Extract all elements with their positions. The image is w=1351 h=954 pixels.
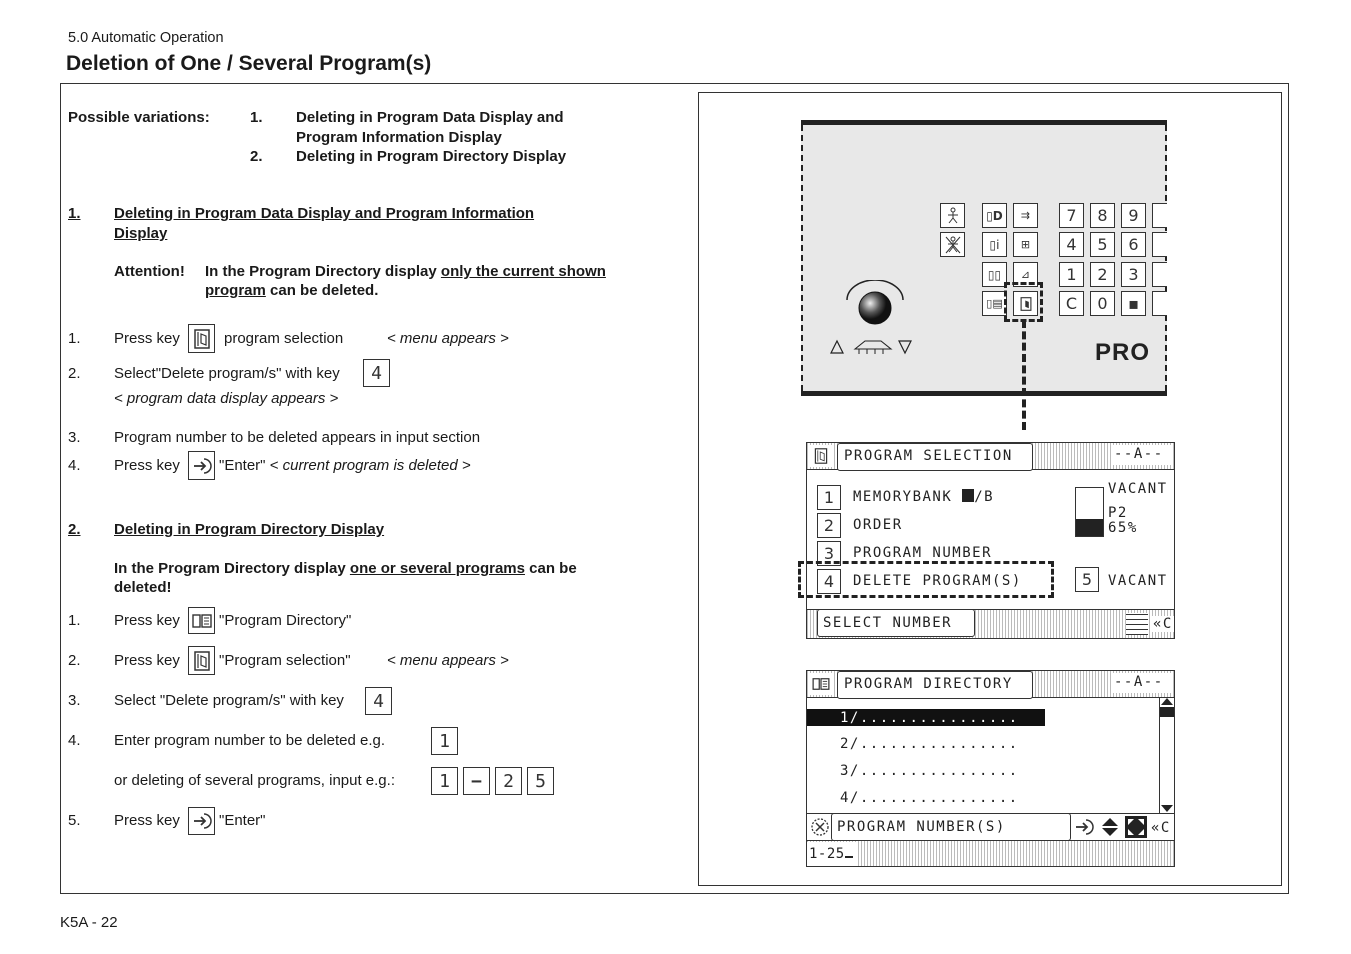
keypad-partial-key[interactable] bbox=[1152, 262, 1167, 287]
delete-highlight-box bbox=[798, 561, 1054, 598]
attention-label: Attention! bbox=[114, 263, 185, 280]
memory-p2-label: P2 bbox=[1108, 505, 1128, 521]
p2-step-2-note: < menu appears > bbox=[387, 652, 509, 669]
key-1: 1 bbox=[431, 727, 458, 755]
p2-step-4b-text: or deleting of several programs, input e.g.: bbox=[114, 772, 395, 789]
p2-step-5-num: 5. bbox=[68, 812, 81, 829]
program-selection-icon bbox=[809, 445, 833, 467]
program-directory-icon bbox=[809, 673, 833, 695]
keypad-7[interactable]: 7 bbox=[1059, 203, 1084, 228]
memory-percent: 65% bbox=[1108, 520, 1138, 536]
part2-heading: Deleting in Program Directory Display bbox=[114, 521, 385, 538]
program-directory-key-icon bbox=[188, 607, 215, 634]
intro-item-1-line1: Deleting in Program Data Display and bbox=[296, 109, 564, 126]
attention-line1: In the Program Directory display only the current shown bbox=[205, 263, 606, 280]
intro-num-1: 1. bbox=[250, 109, 263, 126]
menu-item-program-number[interactable]: PROGRAM NUMBER bbox=[853, 545, 993, 561]
p1-step-2-text: Select"Delete program/s" with key bbox=[114, 365, 340, 382]
p2-step-5-post: "Enter" bbox=[219, 812, 266, 829]
part1-heading-line2: Display bbox=[114, 225, 168, 242]
key-5: 5 bbox=[527, 767, 554, 795]
memory-usage-bar bbox=[1075, 487, 1104, 537]
knob-icon bbox=[843, 280, 907, 331]
key-2: 2 bbox=[495, 767, 522, 795]
program-selection-key-icon bbox=[188, 646, 215, 675]
menu-item-delete-programs[interactable]: DELETE PROGRAM(S) bbox=[853, 573, 1022, 589]
directory-key-icon[interactable]: ▯▤ bbox=[982, 291, 1007, 316]
page-title: Deletion of One / Several Program(s) bbox=[66, 52, 432, 75]
menu-item-memorybank[interactable]: MEMORYBANK /B bbox=[853, 489, 995, 505]
expand-icon[interactable] bbox=[1125, 816, 1147, 838]
intro-item-2: Deleting in Program Directory Display bbox=[296, 148, 567, 165]
p2-step-4-text: Enter program number to be deleted e.g. bbox=[114, 732, 385, 749]
p2-step-4-num: 4. bbox=[68, 732, 81, 749]
p1-step-1-post: program selection bbox=[224, 330, 344, 347]
delete-icon bbox=[810, 817, 830, 842]
p2-step-1-text: Press key bbox=[114, 612, 180, 629]
feed-override-icons bbox=[829, 337, 917, 362]
graph-key-icon[interactable]: ⊿ bbox=[1013, 262, 1038, 287]
menu-key-1[interactable]: 1 bbox=[817, 485, 841, 510]
program-data-key-icon[interactable]: ▯D bbox=[982, 203, 1007, 228]
p1-step-3-num: 3. bbox=[68, 429, 81, 446]
enter-key-icon bbox=[188, 451, 215, 480]
keypad-0[interactable]: 0 bbox=[1090, 291, 1115, 316]
p2-step-2-text: Press key bbox=[114, 652, 180, 669]
p1-step-2-note: < program data display appears > bbox=[114, 390, 339, 407]
control-panel bbox=[801, 120, 1167, 396]
part2-intro-line1: In the Program Directory display one or several programs can be bbox=[114, 560, 577, 577]
intro-item-1-line2: Program Information Display bbox=[296, 129, 502, 146]
intro-label: Possible variations: bbox=[68, 109, 210, 126]
program-selection-key-icon bbox=[188, 324, 215, 353]
p1-step-4-num: 4. bbox=[68, 457, 81, 474]
enter-icon[interactable] bbox=[1073, 817, 1095, 842]
keypad-partial-key[interactable] bbox=[1152, 291, 1167, 316]
program-number-input[interactable]: 1-25 bbox=[809, 846, 853, 862]
directory-row[interactable]: 3/................ bbox=[840, 763, 1019, 779]
p1-step-3-text: Program number to be deleted appears in input section bbox=[114, 429, 481, 446]
directory-row[interactable]: 1/................ bbox=[840, 710, 1019, 726]
keypad-9[interactable]: 9 bbox=[1121, 203, 1146, 228]
keypad-partial-key[interactable] bbox=[1152, 232, 1167, 257]
p2-step-5-text: Press key bbox=[114, 812, 180, 829]
p2-step-1-post: "Program Directory" bbox=[219, 612, 352, 629]
part1-heading-line1: Deleting in Program Data Display and Program Information bbox=[114, 205, 535, 222]
p2-step-3-num: 3. bbox=[68, 692, 81, 709]
directory-row[interactable]: 4/................ bbox=[840, 790, 1019, 806]
screen2-mode: --A-- bbox=[1114, 674, 1164, 690]
keypad-clear[interactable]: C bbox=[1059, 291, 1084, 316]
directory-row[interactable]: 2/................ bbox=[840, 736, 1019, 752]
menu-key-4[interactable]: 4 bbox=[817, 569, 841, 594]
part2-num: 2. bbox=[68, 521, 81, 538]
keypad-4[interactable]: 4 bbox=[1059, 232, 1084, 257]
keypad-partial-key[interactable] bbox=[1152, 203, 1167, 228]
p2-step-1-num: 1. bbox=[68, 612, 81, 629]
menu-item-order[interactable]: ORDER bbox=[853, 517, 903, 533]
screen2-title: PROGRAM DIRECTORY bbox=[844, 676, 1013, 692]
screen2-status: PROGRAM NUMBER(S) bbox=[837, 819, 1006, 835]
keypad-8[interactable]: 8 bbox=[1090, 203, 1115, 228]
back-button[interactable]: «C bbox=[1151, 820, 1171, 836]
p2-step-2-post: "Program selection" bbox=[219, 652, 351, 669]
manual-mode-key-icon[interactable] bbox=[940, 203, 965, 228]
menu-key-3[interactable]: 3 bbox=[817, 541, 841, 566]
section-label: 5.0 Automatic Operation bbox=[68, 30, 224, 46]
network-key-icon[interactable]: ⊞ bbox=[1013, 232, 1038, 257]
p1-step-4-post: "Enter" < current program is deleted > bbox=[219, 457, 471, 474]
keypad-dot[interactable]: ▪ bbox=[1121, 291, 1146, 316]
back-button[interactable]: «C bbox=[1153, 616, 1173, 632]
automatic-mode-key-icon[interactable] bbox=[940, 232, 965, 257]
enter-key-icon bbox=[188, 807, 215, 835]
intro-num-2: 2. bbox=[250, 148, 263, 165]
keypad-6[interactable]: 6 bbox=[1121, 232, 1146, 257]
book-key-icon[interactable]: ▯▯ bbox=[982, 262, 1007, 287]
program-selection-screen bbox=[806, 442, 1175, 639]
up-down-icon[interactable] bbox=[1099, 816, 1121, 843]
screen1-mode: --A-- bbox=[1114, 446, 1164, 462]
menu-key-2[interactable]: 2 bbox=[817, 513, 841, 538]
p2-step-2-num: 2. bbox=[68, 652, 81, 669]
key-minus: − bbox=[463, 767, 490, 795]
keypad-1[interactable]: 1 bbox=[1059, 262, 1084, 287]
part2-intro-line2: deleted! bbox=[114, 579, 172, 596]
keypad-2[interactable]: 2 bbox=[1090, 262, 1115, 287]
memory-vacant-label: VACANT bbox=[1108, 481, 1168, 497]
grid-icon bbox=[1126, 613, 1148, 635]
key-4: 4 bbox=[365, 687, 392, 715]
page-number: K5A - 22 bbox=[60, 914, 118, 931]
keypad-5[interactable]: 5 bbox=[1090, 232, 1115, 257]
highlight-box bbox=[1004, 282, 1043, 322]
p1-step-2-num: 2. bbox=[68, 365, 81, 382]
menu-item-vacant[interactable]: VACANT bbox=[1108, 573, 1168, 589]
p2-step-3-text: Select "Delete program/s" with key bbox=[114, 692, 344, 709]
part1-num: 1. bbox=[68, 205, 81, 222]
program-directory-screen bbox=[806, 670, 1175, 867]
key-4: 4 bbox=[363, 359, 390, 387]
menu-key-5[interactable]: 5 bbox=[1075, 567, 1099, 592]
keypad-3[interactable]: 3 bbox=[1121, 262, 1146, 287]
p1-step-1-num: 1. bbox=[68, 330, 81, 347]
screen1-status: SELECT NUMBER bbox=[823, 615, 953, 631]
p1-step-4-text: Press key bbox=[114, 457, 180, 474]
brand-logo: PRO bbox=[1095, 339, 1151, 366]
connector-line bbox=[1022, 320, 1026, 430]
screen1-title: PROGRAM SELECTION bbox=[844, 448, 1013, 464]
program-info-key-icon[interactable]: ▯i bbox=[982, 232, 1007, 257]
attention-line2: program can be deleted. bbox=[205, 282, 379, 299]
scrollbar[interactable] bbox=[1159, 697, 1174, 813]
transfer-key-icon[interactable]: ⇉ bbox=[1013, 203, 1038, 228]
p1-step-1-note: < menu appears > bbox=[387, 330, 509, 347]
p1-step-1-text: Press key bbox=[114, 330, 180, 347]
key-1: 1 bbox=[431, 767, 458, 795]
